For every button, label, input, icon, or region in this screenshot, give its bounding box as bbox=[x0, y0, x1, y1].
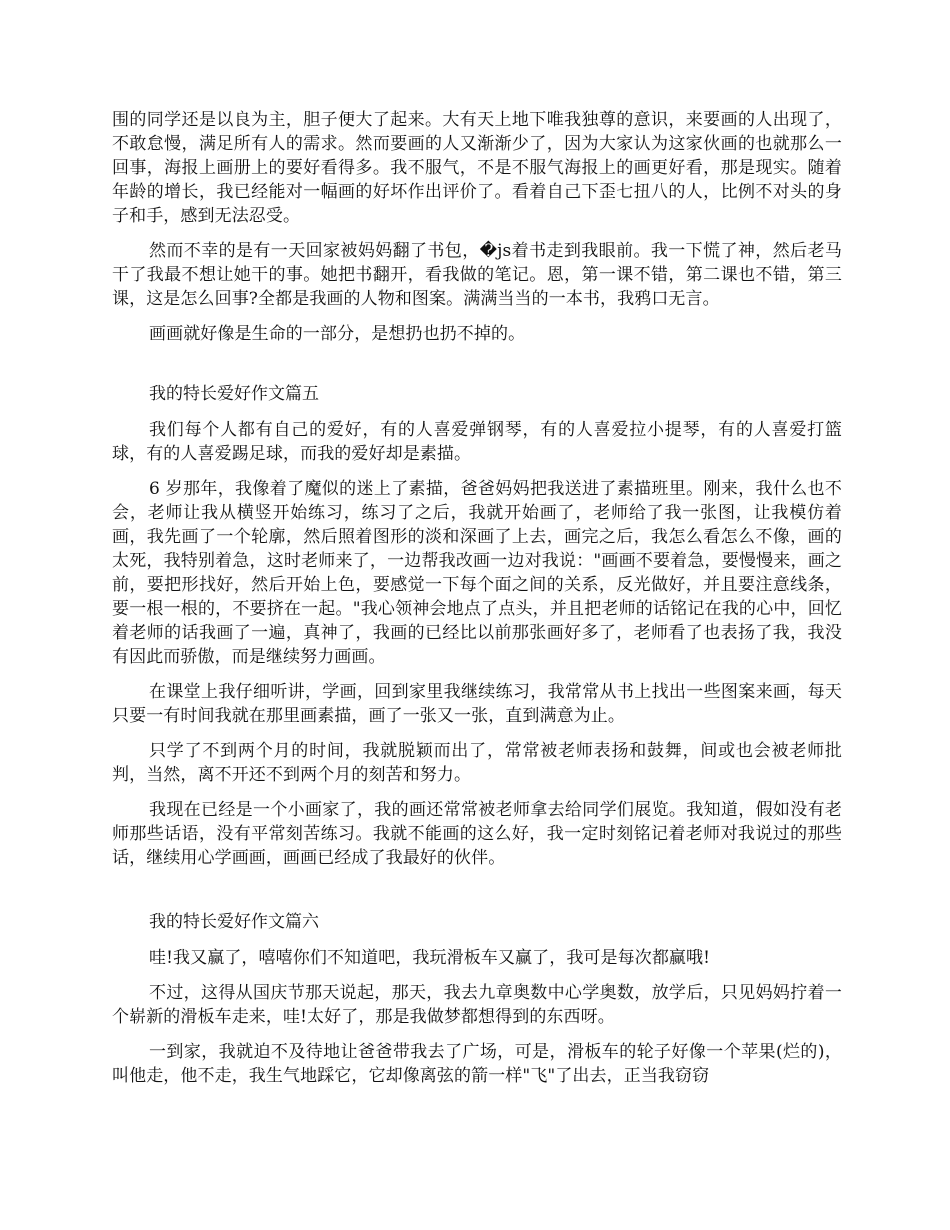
document-page bbox=[112, 108, 842, 1099]
paragraph: 我们每个人都有自己的爱好，有的人喜爱弹钢琴，有的人喜爱拉小提琴，有的人喜爱打篮球，有的人喜爱踢足球，而我的爱好却是素描。 bbox=[112, 420, 842, 464]
paragraph: 不过，这得从国庆节那天说起，那天，我去九章奥数中心学奥数，放学后，只见妈妈拧着一个崭新的滑板车走来，哇!太好了，那是我做梦都想得到的东西呀。 bbox=[112, 983, 842, 1027]
paragraph: 画画就好像是生命的一部分，是想扔也扔不掉的。 bbox=[149, 324, 526, 344]
paragraph: 只学了不到两个月的时间，我就脱颖而出了，常常被老师表扬和鼓舞，间或也会被老师批判，当然，离不开还不到两个月的刻苦和努力。 bbox=[112, 741, 842, 785]
paragraph: 6 岁那年，我像着了魔似的迷上了素描，爸爸妈妈把我送进了素描班里。刚来，我什么也不会，老师让我从横竖开始练习，练习了之后，我就开始画了，老师给了我一张图，让我模仿着画，我先画了一个轮廓，然后照着图形的淡和深画了上去，画完之后，我怎么看怎么不像，画的太死，我特别着急，这时老师来了，一边帮我改画一边对我说："画画不要着急，要慢慢来，画之前，要把形找好，然后开始上色，要感觉一下每个面之间的关系，反光做好，并且要注意线条，要一根一根的，不要挤在一起。"我心领神会地点了点头，并且把老师的话铭记在我的心中，回忆着老师的话我画了一遍，真神了，我画的已经比以前那张画好多了，老师看了也表扬了我，我没有因此而骄傲，而是继续努力画画。 bbox=[112, 479, 842, 667]
paragraph: 在课堂上我仔细听讲，学画，回到家里我继续练习，我常常从书上找出一些图案来画，每天只要一有时间我就在那里画素描，画了一张又一张，直到满意为止。 bbox=[112, 682, 842, 726]
section-heading: 我的特长爱好作文篇五 bbox=[149, 384, 319, 404]
paragraph: 然而不幸的是有一天回家被妈妈翻了书包，�js着书走到我眼前。我一下慌了神，然后老马干了我最不想让她干的事。她把书翻开，看我做的笔记。恩，第一课不错，第二课也不错，第三课，这是怎么回事?全都是我画的人物和图案。满满当当的一本书，我鸦口无言。 bbox=[112, 241, 842, 309]
paragraph: 围的同学还是以良为主，胆子便大了起来。大有天上地下唯我独尊的意识，来要画的人出现了，不敢怠慢，满足所有人的需求。然而要画的人又渐渐少了，因为大家认为这家伙画的也就那么一回事，海报上画册上的要好看得多。我不服气，不是不服气海报上的画更好看，那是现实。随着年龄的增长，我已经能对一幅画的好坏作出评价了。看着自己下歪七扭八的人，比例不对头的身子和手，感到无法忍受。 bbox=[112, 110, 842, 226]
paragraph: 我现在已经是一个小画家了，我的画还常常被老师拿去给同学们展览。我知道，假如没有老师那些话语，没有平常刻苦练习。我就不能画的这么好，我一定时刻铭记着老师对我说过的那些话，继续用心学画画，画画已经成了我最好的伙伴。 bbox=[112, 800, 842, 868]
paragraph: 一到家，我就迫不及待地让爸爸带我去了广场，可是，滑板车的轮子好像一个苹果(烂的)，叫他走，他不走，我生气地踩它，它却像离弦的箭一样"飞"了出去，正当我窃窃 bbox=[112, 1042, 842, 1086]
paragraph: 哇!我又赢了，嘻嘻你们不知道吧，我玩滑板车又赢了，我可是每次都赢哦! bbox=[149, 948, 711, 968]
section-heading: 我的特长爱好作文篇六 bbox=[149, 912, 319, 932]
